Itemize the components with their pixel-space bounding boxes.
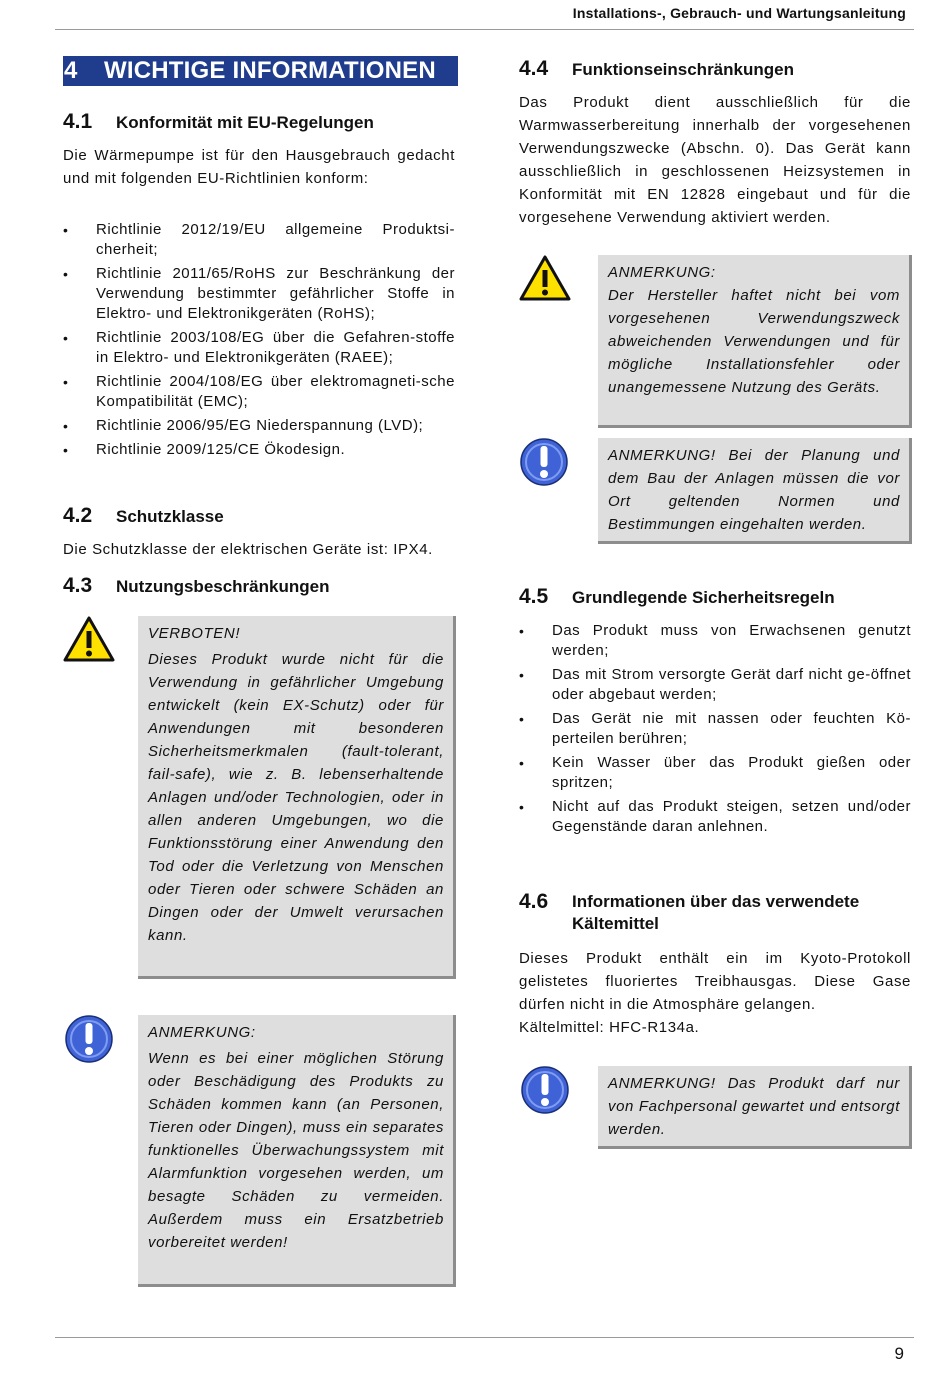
safety-rules-list — [519, 621, 911, 841]
section-4-5-heading: 4.5 Grundlegende Sicherheitsregeln — [519, 585, 835, 608]
section-4-2-text: Die Schutzklasse der elektrischen Geräte ist: IPX4. — [63, 541, 433, 558]
exclamation-circle-icon — [519, 437, 569, 487]
note-label: ANMERKUNG: — [148, 1024, 256, 1041]
warning-triangle-icon — [63, 615, 115, 663]
section-4-6-text: Dieses Produkt enthält ein im Kyoto-Protokoll gelistetes fluoriertes Treibhausgas. Diese Gase dürfen nicht in die Atmosphäre gelangen. — [519, 950, 911, 1013]
section-4-1-heading: 4.1 Konformität mit EU-Regelungen — [63, 110, 374, 133]
list-item: • Das mit Strom versorgte Gerät darf nicht ge-öffnet oder abgebaut werden; — [519, 665, 911, 705]
note-text: Der Hersteller haftet nicht bei vom vorgesehenen Verwendungszweck abweichenden Verwendungen und für mögliche Installationsfehler oder unangemessene Nutzung des Geräts. — [608, 287, 900, 396]
note-text: Wenn es bei einer möglichen Störung oder Beschädigung des Produkts zu Schäden kommen kann (an Personen, Tieren oder Dingen), muss ein separates funktionelles Überwachungssystem mit Alarmfunktion vorgesehen werden, um besagte Schäden zu vermeiden. Außerdem muss ein Ersatzbetrieb vorbereitet werden! — [148, 1050, 444, 1251]
page-number: 9 — [894, 1344, 904, 1363]
list-item: • Kein Wasser über das Produkt gießen oder spritzen; — [519, 753, 911, 793]
note-box-4-4-standards — [598, 438, 912, 544]
section-4-3-heading: 4.3 Nutzungsbeschränkungen — [63, 574, 330, 597]
header-title: Installations-, Gebrauch- und Wartungsanleitung — [572, 5, 906, 21]
section-4-4-heading: 4.4 Funktionseinschränkungen — [519, 57, 794, 80]
exclamation-circle-icon — [64, 1014, 114, 1064]
list-item: • Das Produkt muss von Erwachsenen genutzt werden; — [519, 621, 911, 661]
list-item: • Richtlinie 2012/19/EU allgemeine Produktsi-cherheit; — [63, 220, 455, 260]
list-item: • Richtlinie 2004/108/EG über elektromagneti-sche Kompatibilität (EMC); — [63, 372, 455, 412]
refrigerant-type: Kältelmittel: HFC-R134a. — [519, 1019, 700, 1036]
note-text: ANMERKUNG! Bei der Planung und dem Bau der Anlagen müssen die vor Ort geltenden Normen und Bestimmungen eingehalten werden. — [608, 447, 900, 533]
section-4-2-heading: 4.2 Schutzklasse — [63, 504, 224, 527]
note-text: ANMERKUNG! Das Produkt darf nur von Fachpersonal gewartet und entsorgt werden. — [608, 1075, 900, 1138]
prohibition-label: VERBOTEN! — [148, 625, 241, 642]
prohibition-text: Dieses Produkt wurde nicht für die Verwendung in gefährlicher Umgebung entwickelt (kein EX-Schutz) oder für Anwendungen mit besonderen Sicherheitsmerkmalen (fault-tolerant, fail-safe), wie z. B. lebenserhaltende Anlagen und/oder Technologien, oder in allen anderen Umgebungen, wo die Funktionsstörung einer Anwendung den Tod oder die Verletzung von Menschen oder Tieren oder schwere Schäden an Dingen oder der Umwelt verursachen kann. — [148, 651, 444, 944]
list-item: • Nicht auf das Produkt steigen, setzen und/oder Gegenstände daran anlehnen. — [519, 797, 911, 837]
prohibition-box — [138, 616, 456, 979]
warning-triangle-icon — [519, 254, 571, 302]
note-box-4-4-liability — [598, 255, 912, 428]
chapter-number: 4 — [64, 57, 78, 84]
list-item: • Richtlinie 2009/125/CE Ökodesign. — [63, 440, 455, 460]
section-4-6-heading: 4.6 Informationen über das verwendete Kältemittel — [519, 890, 860, 933]
section-4-1-intro: Die Wärmepumpe ist für den Hausgebrauch gedacht und mit folgenden EU-Richtlinien konform: — [63, 147, 455, 187]
chapter-heading: WICHTIGE INFORMATIONEN — [104, 57, 436, 84]
note-box-4-3 — [138, 1015, 456, 1287]
directive-list — [63, 220, 455, 464]
footer-divider — [55, 1337, 914, 1338]
chapter-title — [63, 56, 458, 86]
list-item: • Das Gerät nie mit nassen oder feuchten Kö-perteilen berühren; — [519, 709, 911, 749]
page-header — [55, 0, 914, 30]
list-item: • Richtlinie 2003/108/EG über die Gefahren-stoffe in Elektro- und Elektronikgeräten (RAEE); — [63, 328, 455, 368]
list-item: • Richtlinie 2006/95/EG Niederspannung (LVD); — [63, 416, 455, 436]
exclamation-circle-icon — [520, 1065, 570, 1115]
list-item: • Richtlinie 2011/65/RoHS zur Beschränkung der Verwendung bestimmter gefährlicher Stoffe in Elektro- und Elektronikgeräten (RoHS); — [63, 264, 455, 324]
note-box-4-6 — [598, 1066, 912, 1149]
note-label: ANMERKUNG: — [608, 264, 716, 281]
section-4-4-text: Das Produkt dient ausschließlich für die Warmwasserbereitung innerhalb der vorgesehenen Verwendungszwecke (Abschn. 0). Das Gerät kann ausschließlich in geschlossenen Heizsystemen in Konformität mit EN 12828 eingebaut und für die vorgesehene Verwendung aktiviert werden. — [519, 94, 911, 226]
